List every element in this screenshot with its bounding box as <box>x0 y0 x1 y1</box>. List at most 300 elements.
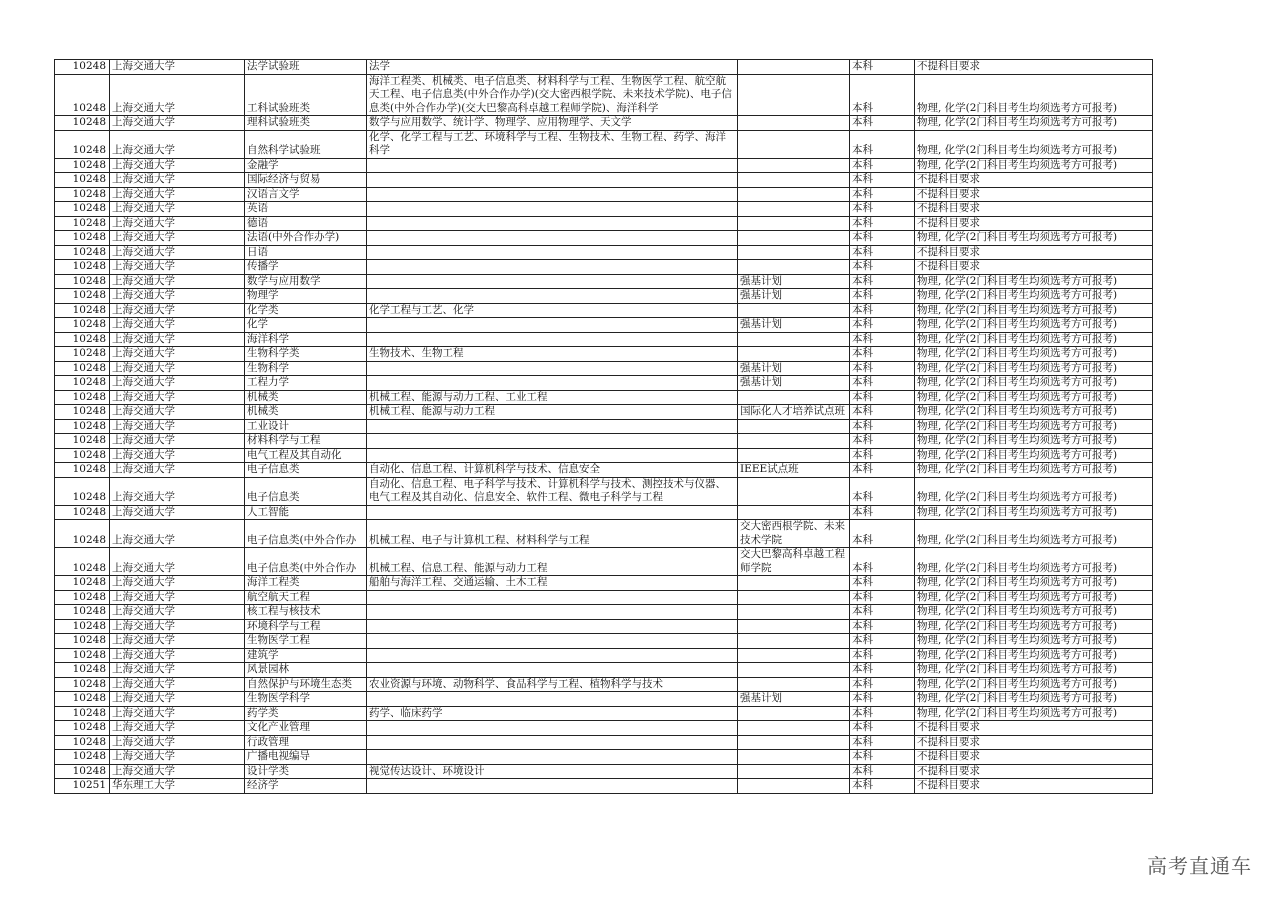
note-cell: 交大密西根学院、未来技术学院 <box>738 520 850 548</box>
included-majors-cell <box>367 634 738 649</box>
note-cell <box>738 634 850 649</box>
major-group-cell: 生物科学 <box>245 361 367 376</box>
school-code-cell: 10248 <box>55 692 110 707</box>
university-cell: 上海交通大学 <box>110 448 245 463</box>
level-cell: 本科 <box>850 548 915 576</box>
table-row <box>55 576 1153 591</box>
major-group-cell: 化学类 <box>245 303 367 318</box>
university-cell: 上海交通大学 <box>110 376 245 391</box>
note-cell <box>738 663 850 678</box>
level-cell: 本科 <box>850 187 915 202</box>
school-code-cell: 10248 <box>55 332 110 347</box>
included-majors-cell <box>367 158 738 173</box>
major-group-cell: 材料科学与工程 <box>245 434 367 449</box>
included-majors-cell <box>367 376 738 391</box>
level-cell: 本科 <box>850 505 915 520</box>
level-cell: 本科 <box>850 706 915 721</box>
school-code-cell: 10248 <box>55 463 110 478</box>
school-code-cell: 10251 <box>55 779 110 794</box>
school-code-cell: 10248 <box>55 477 110 505</box>
note-cell <box>738 677 850 692</box>
table-row <box>55 245 1153 260</box>
university-cell: 上海交通大学 <box>110 505 245 520</box>
school-code-cell: 10248 <box>55 750 110 765</box>
major-group-cell: 日语 <box>245 245 367 260</box>
level-cell: 本科 <box>850 361 915 376</box>
school-code-cell: 10248 <box>55 347 110 362</box>
level-cell: 本科 <box>850 434 915 449</box>
school-code-cell: 10248 <box>55 419 110 434</box>
table-row <box>55 419 1153 434</box>
subject-requirement-cell: 不提科目要求 <box>915 735 1153 750</box>
table-row <box>55 274 1153 289</box>
major-group-cell: 电子信息类 <box>245 463 367 478</box>
major-group-cell: 生物医学科学 <box>245 692 367 707</box>
university-cell: 上海交通大学 <box>110 216 245 231</box>
note-cell: 强基计划 <box>738 692 850 707</box>
school-code-cell: 10248 <box>55 245 110 260</box>
subject-requirement-cell: 不提科目要求 <box>915 750 1153 765</box>
major-group-cell: 行政管理 <box>245 735 367 750</box>
level-cell: 本科 <box>850 245 915 260</box>
table-row <box>55 289 1153 304</box>
note-cell <box>738 477 850 505</box>
included-majors-cell <box>367 605 738 620</box>
table-row <box>55 390 1153 405</box>
included-majors-cell: 法学 <box>367 60 738 75</box>
table-row <box>55 260 1153 275</box>
university-cell: 华东理工大学 <box>110 779 245 794</box>
university-cell: 上海交通大学 <box>110 576 245 591</box>
subject-requirement-cell: 物理, 化学(2门科目考生均须选考方可报考) <box>915 303 1153 318</box>
university-cell: 上海交通大学 <box>110 347 245 362</box>
school-code-cell: 10248 <box>55 548 110 576</box>
subject-requirement-cell: 不提科目要求 <box>915 60 1153 75</box>
school-code-cell: 10248 <box>55 619 110 634</box>
included-majors-cell <box>367 361 738 376</box>
university-cell: 上海交通大学 <box>110 202 245 217</box>
note-cell <box>738 158 850 173</box>
included-majors-cell <box>367 419 738 434</box>
level-cell: 本科 <box>850 634 915 649</box>
subject-requirement-cell: 物理, 化学(2门科目考生均须选考方可报考) <box>915 347 1153 362</box>
major-group-cell: 航空航天工程 <box>245 590 367 605</box>
note-cell <box>738 60 850 75</box>
included-majors-cell <box>367 173 738 188</box>
school-code-cell: 10248 <box>55 216 110 231</box>
level-cell: 本科 <box>850 605 915 620</box>
level-cell: 本科 <box>850 130 915 158</box>
subject-requirement-cell: 不提科目要求 <box>915 779 1153 794</box>
level-cell: 本科 <box>850 590 915 605</box>
university-cell: 上海交通大学 <box>110 158 245 173</box>
major-group-cell: 理科试验班类 <box>245 116 367 131</box>
school-code-cell: 10248 <box>55 231 110 246</box>
table-row <box>55 706 1153 721</box>
table-row <box>55 158 1153 173</box>
subject-requirement-cell: 物理, 化学(2门科目考生均须选考方可报考) <box>915 648 1153 663</box>
university-cell: 上海交通大学 <box>110 764 245 779</box>
level-cell: 本科 <box>850 750 915 765</box>
major-group-cell: 文化产业管理 <box>245 721 367 736</box>
subject-requirement-cell: 物理, 化学(2门科目考生均须选考方可报考) <box>915 376 1153 391</box>
subject-requirement-cell: 物理, 化学(2门科目考生均须选考方可报考) <box>915 158 1153 173</box>
school-code-cell: 10248 <box>55 318 110 333</box>
level-cell: 本科 <box>850 764 915 779</box>
school-code-cell: 10248 <box>55 260 110 275</box>
included-majors-cell: 机械工程、电子与计算机工程、材料科学与工程 <box>367 520 738 548</box>
school-code-cell: 10248 <box>55 60 110 75</box>
included-majors-cell: 海洋工程类、机械类、电子信息类、材料科学与工程、生物医学工程、航空航天工程、电子信息类(中外合作办学)(交大密西根学院、未来技术学院)、电子信息类(中外合作办学)(交大巴黎高科卓越工程师学院)、海洋科学 <box>367 74 738 116</box>
note-cell <box>738 245 850 260</box>
note-cell <box>738 216 850 231</box>
included-majors-cell: 生物技术、生物工程 <box>367 347 738 362</box>
note-cell <box>738 231 850 246</box>
table-body <box>55 60 1153 794</box>
note-cell <box>738 750 850 765</box>
included-majors-cell <box>367 648 738 663</box>
included-majors-cell <box>367 318 738 333</box>
level-cell: 本科 <box>850 260 915 275</box>
included-majors-cell <box>367 750 738 765</box>
university-cell: 上海交通大学 <box>110 434 245 449</box>
note-cell <box>738 202 850 217</box>
major-group-cell: 法学试验班 <box>245 60 367 75</box>
school-code-cell: 10248 <box>55 648 110 663</box>
school-code-cell: 10248 <box>55 405 110 420</box>
university-cell: 上海交通大学 <box>110 318 245 333</box>
university-cell: 上海交通大学 <box>110 74 245 116</box>
watermark: 高考直通车 <box>1147 854 1252 878</box>
university-cell: 上海交通大学 <box>110 648 245 663</box>
table-row <box>55 173 1153 188</box>
university-cell: 上海交通大学 <box>110 619 245 634</box>
level-cell: 本科 <box>850 116 915 131</box>
subject-requirement-cell: 物理, 化学(2门科目考生均须选考方可报考) <box>915 677 1153 692</box>
subject-requirement-cell: 物理, 化学(2门科目考生均须选考方可报考) <box>915 605 1153 620</box>
table-row <box>55 590 1153 605</box>
table-row <box>55 648 1153 663</box>
level-cell: 本科 <box>850 202 915 217</box>
university-cell: 上海交通大学 <box>110 274 245 289</box>
university-cell: 上海交通大学 <box>110 390 245 405</box>
included-majors-cell <box>367 289 738 304</box>
table-row <box>55 692 1153 707</box>
school-code-cell: 10248 <box>55 289 110 304</box>
subject-requirement-cell: 物理, 化学(2门科目考生均须选考方可报考) <box>915 520 1153 548</box>
major-group-cell: 环境科学与工程 <box>245 619 367 634</box>
note-cell <box>738 173 850 188</box>
subject-requirement-cell: 物理, 化学(2门科目考生均须选考方可报考) <box>915 477 1153 505</box>
level-cell: 本科 <box>850 648 915 663</box>
major-group-cell: 英语 <box>245 202 367 217</box>
university-cell: 上海交通大学 <box>110 677 245 692</box>
school-code-cell: 10248 <box>55 735 110 750</box>
table-row <box>55 116 1153 131</box>
major-group-cell: 生物科学类 <box>245 347 367 362</box>
table-row <box>55 74 1153 116</box>
subject-requirement-cell: 物理, 化学(2门科目考生均须选考方可报考) <box>915 634 1153 649</box>
table-row <box>55 505 1153 520</box>
included-majors-cell <box>367 619 738 634</box>
university-cell: 上海交通大学 <box>110 605 245 620</box>
major-group-cell: 工业设计 <box>245 419 367 434</box>
note-cell <box>738 130 850 158</box>
subject-requirement-cell: 物理, 化学(2门科目考生均须选考方可报考) <box>915 419 1153 434</box>
major-group-cell: 生物医学工程 <box>245 634 367 649</box>
school-code-cell: 10248 <box>55 158 110 173</box>
subject-requirement-cell: 物理, 化学(2门科目考生均须选考方可报考) <box>915 448 1153 463</box>
subject-requirement-cell: 物理, 化学(2门科目考生均须选考方可报考) <box>915 463 1153 478</box>
included-majors-cell <box>367 721 738 736</box>
major-group-cell: 海洋科学 <box>245 332 367 347</box>
note-cell <box>738 260 850 275</box>
note-cell <box>738 116 850 131</box>
university-cell: 上海交通大学 <box>110 590 245 605</box>
note-cell <box>738 332 850 347</box>
major-group-cell: 核工程与核技术 <box>245 605 367 620</box>
level-cell: 本科 <box>850 158 915 173</box>
level-cell: 本科 <box>850 289 915 304</box>
university-cell: 上海交通大学 <box>110 463 245 478</box>
included-majors-cell <box>367 505 738 520</box>
note-cell <box>738 74 850 116</box>
level-cell: 本科 <box>850 520 915 548</box>
note-cell <box>738 187 850 202</box>
table-row <box>55 60 1153 75</box>
university-cell: 上海交通大学 <box>110 419 245 434</box>
university-cell: 上海交通大学 <box>110 260 245 275</box>
table-row <box>55 520 1153 548</box>
school-code-cell: 10248 <box>55 505 110 520</box>
level-cell: 本科 <box>850 619 915 634</box>
included-majors-cell: 药学、临床药学 <box>367 706 738 721</box>
note-cell: IEEE试点班 <box>738 463 850 478</box>
major-group-cell: 海洋工程类 <box>245 576 367 591</box>
subject-requirement-cell: 不提科目要求 <box>915 260 1153 275</box>
university-cell: 上海交通大学 <box>110 245 245 260</box>
university-cell: 上海交通大学 <box>110 735 245 750</box>
level-cell: 本科 <box>850 677 915 692</box>
major-group-cell: 化学 <box>245 318 367 333</box>
major-group-cell: 工科试验班类 <box>245 74 367 116</box>
note-cell <box>738 721 850 736</box>
major-group-cell: 数学与应用数学 <box>245 274 367 289</box>
subject-requirement-cell: 物理, 化学(2门科目考生均须选考方可报考) <box>915 361 1153 376</box>
included-majors-cell <box>367 590 738 605</box>
subject-requirement-cell: 不提科目要求 <box>915 187 1153 202</box>
included-majors-cell <box>367 332 738 347</box>
level-cell: 本科 <box>850 576 915 591</box>
table-row <box>55 376 1153 391</box>
table-row <box>55 405 1153 420</box>
major-group-cell: 电子信息类(中外合作办 <box>245 520 367 548</box>
school-code-cell: 10248 <box>55 764 110 779</box>
level-cell: 本科 <box>850 419 915 434</box>
table-row <box>55 779 1153 794</box>
level-cell: 本科 <box>850 663 915 678</box>
level-cell: 本科 <box>850 332 915 347</box>
included-majors-cell: 自动化、信息工程、电子科学与技术、计算机科学与技术、测控技术与仪器、电气工程及其自动化、信息安全、软件工程、微电子科学与工程 <box>367 477 738 505</box>
subject-requirement-cell: 物理, 化学(2门科目考生均须选考方可报考) <box>915 332 1153 347</box>
major-group-cell: 建筑学 <box>245 648 367 663</box>
table-row <box>55 361 1153 376</box>
university-cell: 上海交通大学 <box>110 60 245 75</box>
school-code-cell: 10248 <box>55 361 110 376</box>
school-code-cell: 10248 <box>55 706 110 721</box>
included-majors-cell <box>367 663 738 678</box>
subject-requirement-cell: 物理, 化学(2门科目考生均须选考方可报考) <box>915 130 1153 158</box>
school-code-cell: 10248 <box>55 434 110 449</box>
included-majors-cell: 农业资源与环境、动物科学、食品科学与工程、植物科学与技术 <box>367 677 738 692</box>
university-cell: 上海交通大学 <box>110 332 245 347</box>
level-cell: 本科 <box>850 463 915 478</box>
level-cell: 本科 <box>850 405 915 420</box>
included-majors-cell: 自动化、信息工程、计算机科学与技术、信息安全 <box>367 463 738 478</box>
table-row <box>55 463 1153 478</box>
level-cell: 本科 <box>850 74 915 116</box>
subject-requirement-cell: 物理, 化学(2门科目考生均须选考方可报考) <box>915 434 1153 449</box>
table-row <box>55 187 1153 202</box>
included-majors-cell: 机械工程、能源与动力工程、工业工程 <box>367 390 738 405</box>
subject-requirement-cell: 物理, 化学(2门科目考生均须选考方可报考) <box>915 590 1153 605</box>
included-majors-cell: 机械工程、能源与动力工程 <box>367 405 738 420</box>
major-group-cell: 物理学 <box>245 289 367 304</box>
level-cell: 本科 <box>850 347 915 362</box>
table-row <box>55 477 1153 505</box>
included-majors-cell <box>367 735 738 750</box>
subject-requirement-cell: 物理, 化学(2门科目考生均须选考方可报考) <box>915 548 1153 576</box>
major-group-cell: 传播学 <box>245 260 367 275</box>
subject-requirement-cell: 物理, 化学(2门科目考生均须选考方可报考) <box>915 289 1153 304</box>
note-cell: 强基计划 <box>738 361 850 376</box>
university-cell: 上海交通大学 <box>110 187 245 202</box>
subject-requirement-cell: 物理, 化学(2门科目考生均须选考方可报考) <box>915 405 1153 420</box>
note-cell: 强基计划 <box>738 376 850 391</box>
university-cell: 上海交通大学 <box>110 750 245 765</box>
table-row <box>55 202 1153 217</box>
subject-requirement-cell: 物理, 化学(2门科目考生均须选考方可报考) <box>915 318 1153 333</box>
subject-requirement-cell: 物理, 化学(2门科目考生均须选考方可报考) <box>915 576 1153 591</box>
note-cell <box>738 576 850 591</box>
subject-requirement-cell: 不提科目要求 <box>915 764 1153 779</box>
note-cell <box>738 505 850 520</box>
level-cell: 本科 <box>850 448 915 463</box>
note-cell <box>738 419 850 434</box>
level-cell: 本科 <box>850 390 915 405</box>
subject-requirement-cell: 物理, 化学(2门科目考生均须选考方可报考) <box>915 116 1153 131</box>
level-cell: 本科 <box>850 173 915 188</box>
school-code-cell: 10248 <box>55 677 110 692</box>
major-group-cell: 经济学 <box>245 779 367 794</box>
subject-requirement-cell: 不提科目要求 <box>915 245 1153 260</box>
university-cell: 上海交通大学 <box>110 130 245 158</box>
included-majors-cell <box>367 448 738 463</box>
note-cell <box>738 448 850 463</box>
included-majors-cell <box>367 187 738 202</box>
university-cell: 上海交通大学 <box>110 303 245 318</box>
note-cell <box>738 590 850 605</box>
level-cell: 本科 <box>850 274 915 289</box>
table-row <box>55 434 1153 449</box>
table-row <box>55 231 1153 246</box>
table-row <box>55 318 1153 333</box>
school-code-cell: 10248 <box>55 274 110 289</box>
subject-requirement-cell: 物理, 化学(2门科目考生均须选考方可报考) <box>915 505 1153 520</box>
school-code-cell: 10248 <box>55 605 110 620</box>
major-group-cell: 电子信息类 <box>245 477 367 505</box>
school-code-cell: 10248 <box>55 663 110 678</box>
major-group-cell: 工程力学 <box>245 376 367 391</box>
university-cell: 上海交通大学 <box>110 663 245 678</box>
school-code-cell: 10248 <box>55 634 110 649</box>
included-majors-cell <box>367 692 738 707</box>
major-group-cell: 法语(中外合作办学) <box>245 231 367 246</box>
table-row <box>55 303 1153 318</box>
table-row <box>55 721 1153 736</box>
university-cell: 上海交通大学 <box>110 634 245 649</box>
table-row <box>55 332 1153 347</box>
subject-requirement-cell: 不提科目要求 <box>915 173 1153 188</box>
included-majors-cell <box>367 216 738 231</box>
school-code-cell: 10248 <box>55 576 110 591</box>
table-row <box>55 130 1153 158</box>
university-cell: 上海交通大学 <box>110 706 245 721</box>
university-cell: 上海交通大学 <box>110 692 245 707</box>
note-cell <box>738 706 850 721</box>
school-code-cell: 10248 <box>55 173 110 188</box>
major-group-cell: 机械类 <box>245 405 367 420</box>
school-code-cell: 10248 <box>55 721 110 736</box>
included-majors-cell <box>367 260 738 275</box>
major-group-cell: 自然保护与环境生态类 <box>245 677 367 692</box>
table-row <box>55 347 1153 362</box>
major-group-cell: 机械类 <box>245 390 367 405</box>
admission-table <box>54 59 1153 794</box>
university-cell: 上海交通大学 <box>110 477 245 505</box>
included-majors-cell: 化学、化学工程与工艺、环境科学与工程、生物技术、生物工程、药学、海洋科学 <box>367 130 738 158</box>
level-cell: 本科 <box>850 735 915 750</box>
major-group-cell: 自然科学试验班 <box>245 130 367 158</box>
note-cell: 强基计划 <box>738 274 850 289</box>
note-cell <box>738 390 850 405</box>
table-row <box>55 663 1153 678</box>
university-cell: 上海交通大学 <box>110 405 245 420</box>
school-code-cell: 10248 <box>55 303 110 318</box>
university-cell: 上海交通大学 <box>110 173 245 188</box>
university-cell: 上海交通大学 <box>110 361 245 376</box>
major-group-cell: 电子信息类(中外合作办 <box>245 548 367 576</box>
level-cell: 本科 <box>850 692 915 707</box>
note-cell <box>738 605 850 620</box>
note-cell: 国际化人才培养试点班 <box>738 405 850 420</box>
included-majors-cell: 数学与应用数学、统计学、物理学、应用物理学、天文学 <box>367 116 738 131</box>
table-row <box>55 548 1153 576</box>
subject-requirement-cell: 不提科目要求 <box>915 202 1153 217</box>
subject-requirement-cell: 物理, 化学(2门科目考生均须选考方可报考) <box>915 619 1153 634</box>
table-row <box>55 605 1153 620</box>
school-code-cell: 10248 <box>55 116 110 131</box>
subject-requirement-cell: 物理, 化学(2门科目考生均须选考方可报考) <box>915 74 1153 116</box>
level-cell: 本科 <box>850 376 915 391</box>
major-group-cell: 设计学类 <box>245 764 367 779</box>
major-group-cell: 风景园林 <box>245 663 367 678</box>
note-cell <box>738 764 850 779</box>
included-majors-cell <box>367 202 738 217</box>
university-cell: 上海交通大学 <box>110 520 245 548</box>
level-cell: 本科 <box>850 779 915 794</box>
school-code-cell: 10248 <box>55 376 110 391</box>
